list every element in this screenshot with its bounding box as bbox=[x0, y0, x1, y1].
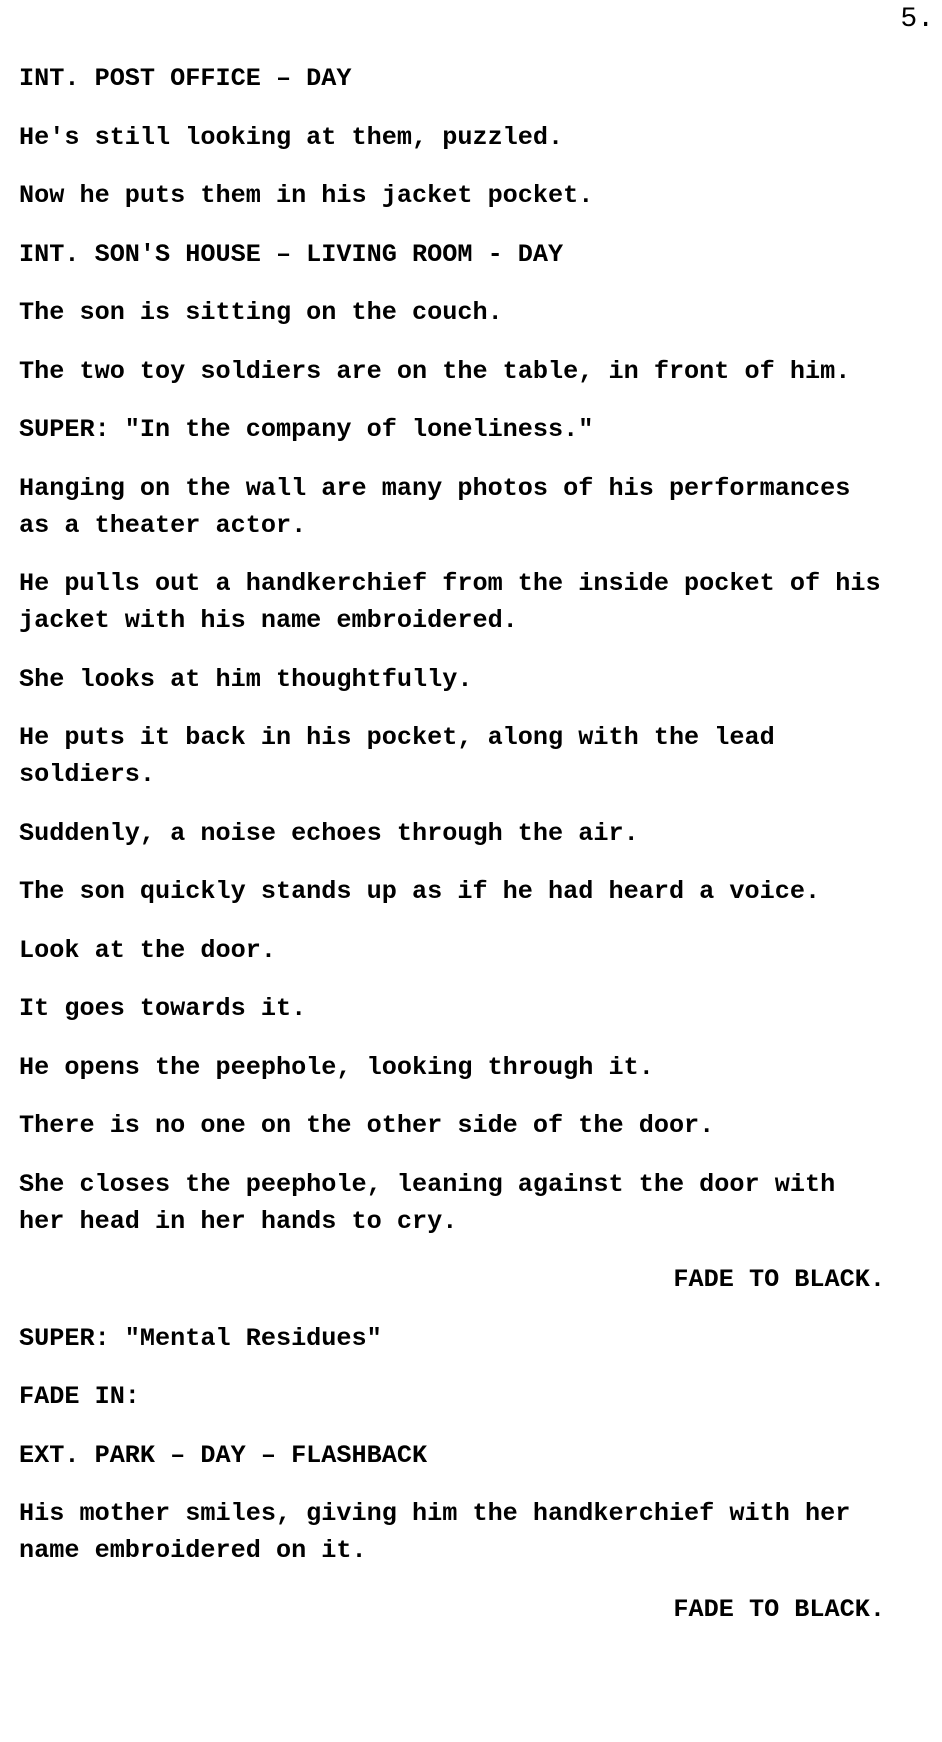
action-line: The son is sitting on the couch. bbox=[19, 298, 503, 327]
action-line: It goes towards it. bbox=[19, 994, 307, 1023]
action-line: He pulls out a handkerchief from the inside pocket of his jacket with his name embroidered. bbox=[19, 569, 881, 635]
action-line: He opens the peephole, looking through it. bbox=[19, 1052, 654, 1082]
action-line: He puts it back in his pocket, along with the lead soldiers. bbox=[19, 723, 775, 789]
scene-heading: INT. SON'S HOUSE – LIVING ROOM - DAY bbox=[19, 239, 564, 269]
action-line: The two toy soldiers are on the table, in front of him. bbox=[19, 356, 851, 386]
screenplay-content bbox=[19, 60, 885, 1649]
action-line: Hanging on the wall are many photos of his performances as a theater actor. bbox=[19, 473, 851, 540]
page-number: 5. bbox=[900, 4, 934, 35]
action-line: She closes the peephole, leaning against the door with her head in her hands to cry. bbox=[19, 1169, 836, 1236]
super-line: SUPER: "In the company of loneliness." bbox=[19, 415, 594, 444]
transition-line: FADE TO BLACK. bbox=[673, 1594, 885, 1624]
action-line: Look at the door. bbox=[19, 935, 276, 965]
scene-heading: INT. POST OFFICE – DAY bbox=[19, 64, 352, 93]
super-line: SUPER: "Mental Residues" bbox=[19, 1323, 382, 1353]
scene-heading: EXT. PARK – DAY – FLASHBACK bbox=[19, 1440, 428, 1470]
transition-line: FADE TO BLACK. bbox=[673, 1265, 885, 1294]
fade-in-line: FADE IN: bbox=[19, 1382, 140, 1411]
action-line: His mother smiles, giving him the handkerchief with her name embroidered on it. bbox=[19, 1499, 851, 1565]
action-line: Suddenly, a noise echoes through the air. bbox=[19, 818, 639, 848]
action-line: Now he puts them in his jacket pocket. bbox=[19, 181, 594, 210]
action-line: She looks at him thoughtfully. bbox=[19, 664, 473, 694]
action-line: There is no one on the other side of the door. bbox=[19, 1111, 715, 1140]
action-line: He's still looking at them, puzzled. bbox=[19, 122, 564, 152]
action-line: The son quickly stands up as if he had heard a voice. bbox=[19, 877, 821, 906]
